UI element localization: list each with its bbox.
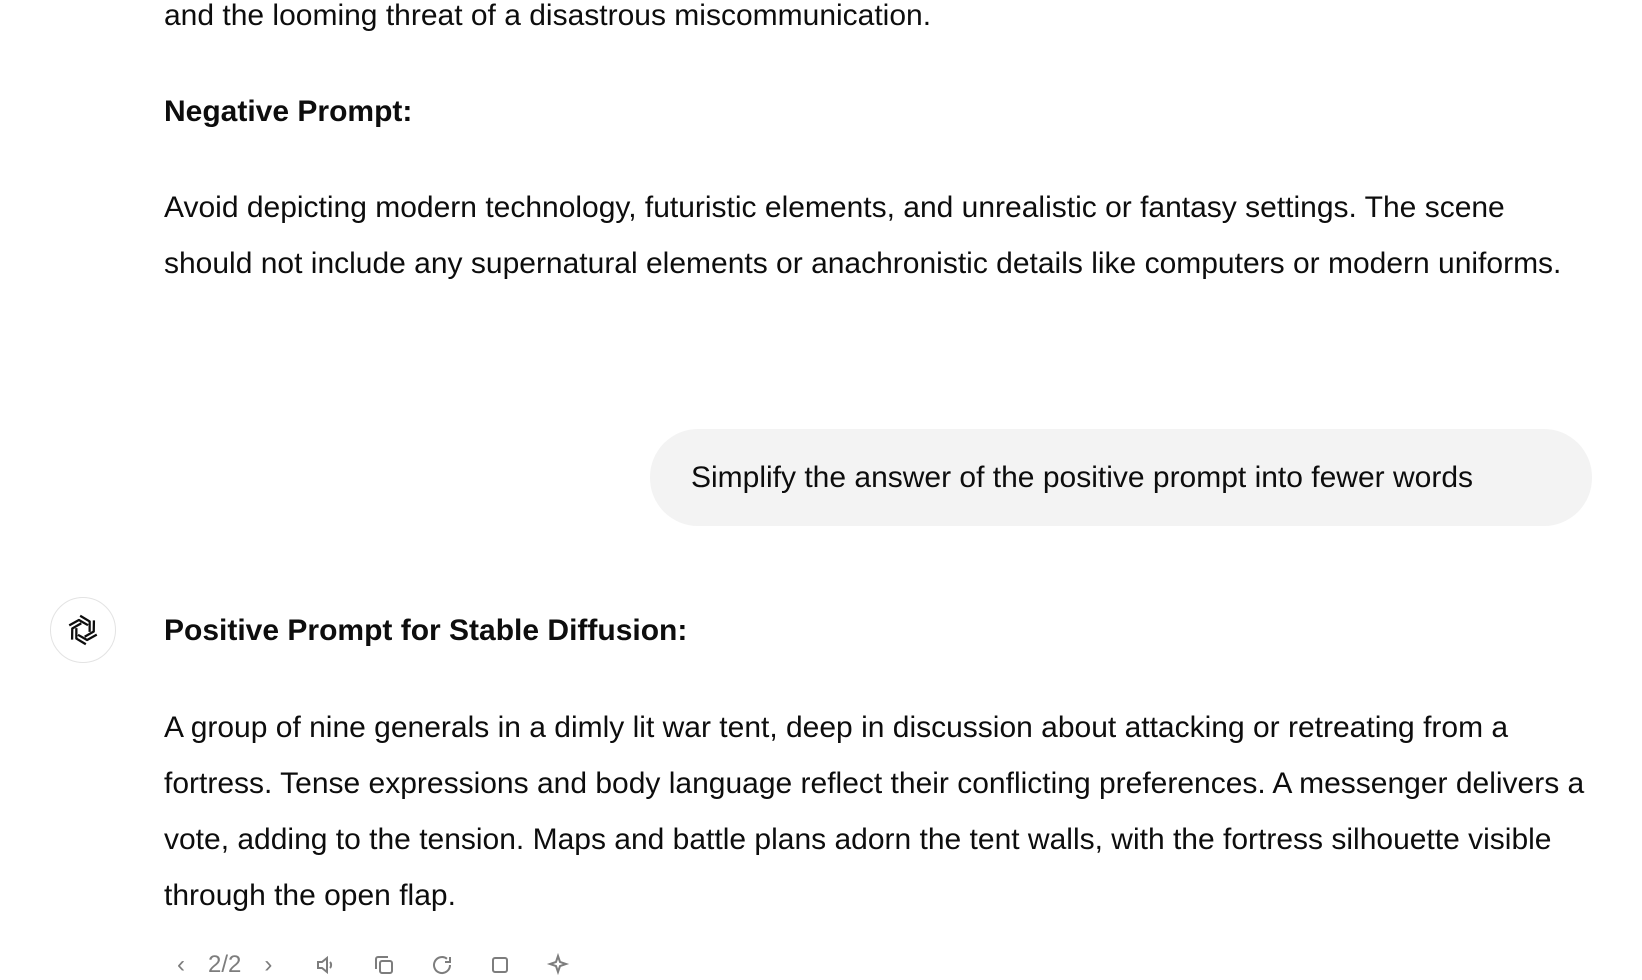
- negative-prompt-heading: Negative Prompt:: [164, 95, 413, 128]
- thumbs-icon[interactable]: [483, 950, 517, 980]
- chevron-right-icon[interactable]: ›: [264, 951, 273, 978]
- assistant-avatar: [50, 597, 116, 663]
- assistant-logo-icon: [64, 611, 102, 649]
- message-actions: [164, 950, 575, 980]
- positive-prompt-heading: Positive Prompt for Stable Diffusion:: [164, 614, 688, 647]
- speaker-icon[interactable]: [309, 950, 343, 980]
- user-message-bubble: Simplify the answer of the positive prompt into fewer words: [650, 429, 1592, 526]
- negative-prompt-text: Avoid depicting modern technology, futuristic elements, and unrealistic or fantasy settings. The scene should not include any supernatural elements or anachronistic details like computers or modern uniforms.: [164, 191, 1562, 280]
- pager-label: 2/2: [208, 951, 242, 978]
- sparkle-icon[interactable]: [541, 950, 575, 980]
- copy-icon[interactable]: [367, 950, 401, 980]
- response-pager: [164, 950, 285, 980]
- positive-prompt-text: A group of nine generals in a dimly lit war tent, deep in discussion about attacking or retreating from a fortress. Tense expressions and body language reflect their conflicting preferences. A messenger delivers a vote, adding to the tension. Maps and battle plans adorn the tent walls, with the fortress silhouette visible through the open flap.: [164, 711, 1585, 912]
- previous-response-tail: and the looming threat of a disastrous miscommunication.: [164, 0, 932, 32]
- chevron-left-icon[interactable]: ‹: [177, 951, 185, 978]
- regenerate-icon[interactable]: [425, 950, 459, 980]
